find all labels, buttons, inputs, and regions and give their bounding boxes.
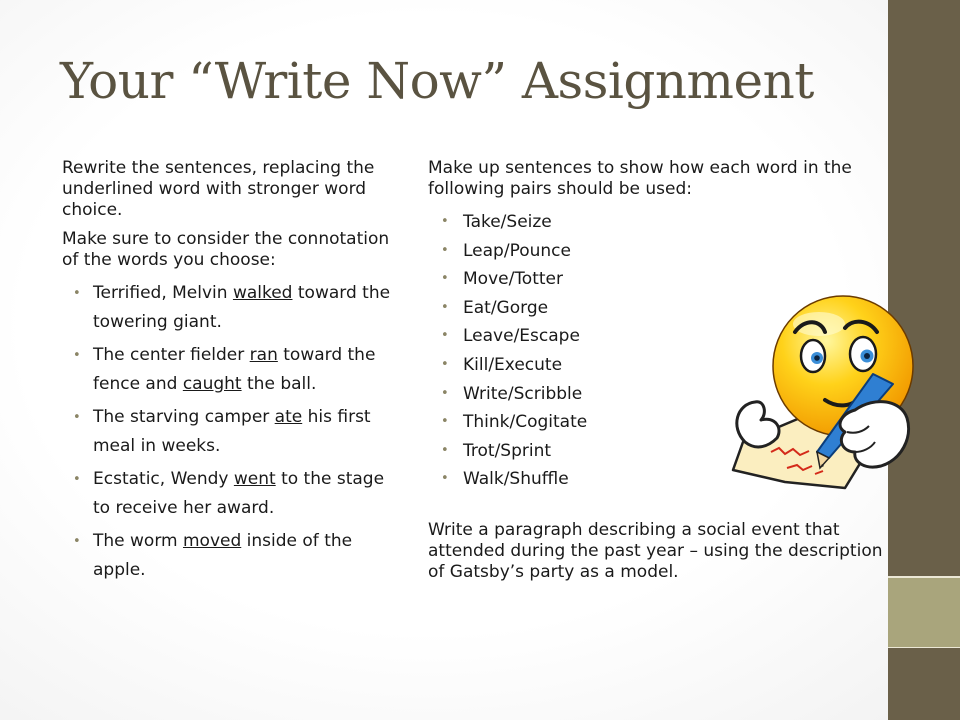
list-item: • Walk/Shuffle xyxy=(428,465,884,494)
underlined-word: walked xyxy=(232,283,293,303)
paragraph-instructions: Write a paragraph describing a social event that attended during the past year – using the description of Gatsby’s party as a model. xyxy=(428,519,883,582)
list-item: • The starving camper ate his first meal in weeks. xyxy=(62,403,392,461)
list-item: • Leap/Pounce xyxy=(428,237,884,266)
list-item: • The center fielder ran toward the fence and caught the ball. xyxy=(62,341,392,399)
list-item: • Ecstatic, Wendy went to the stage to receive her award. xyxy=(62,465,392,523)
underlined-word: went xyxy=(233,469,276,489)
list-item: • Take/Seize xyxy=(428,208,884,237)
left-column xyxy=(62,158,392,589)
side-accent-block xyxy=(888,578,960,648)
list-item: • Eat/Gorge xyxy=(428,294,884,323)
list-item: • Terrified, Melvin walked toward the towering giant. xyxy=(62,279,392,337)
list-item: • The worm moved inside of the apple. xyxy=(62,527,392,585)
list-item: • Kill/Execute xyxy=(428,351,884,380)
underlined-word: moved xyxy=(182,531,242,551)
side-bottom-block xyxy=(888,648,960,720)
list-item: • Trot/Sprint xyxy=(428,437,884,466)
slide-title: Your “Write Now” Assignment xyxy=(60,52,814,110)
rewrite-instructions: Rewrite the sentences, replacing the underlined word with stronger word choice. xyxy=(62,158,375,220)
smiley-writing-icon xyxy=(725,292,920,492)
list-item: • Move/Totter xyxy=(428,265,884,294)
pairs-instructions: Make up sentences to show how each word in the following pairs should be used: xyxy=(428,158,852,199)
underlined-word: ate xyxy=(274,407,303,427)
sentence-list xyxy=(62,279,392,585)
underlined-word: ran xyxy=(249,345,278,365)
list-item: • Leave/Escape xyxy=(428,322,884,351)
list-item: • Write/Scribble xyxy=(428,380,884,409)
underlined-word: caught xyxy=(182,374,242,394)
connotation-note: Make sure to consider the connotation of the words you choose: xyxy=(62,229,390,270)
list-item: • Think/Cogitate xyxy=(428,408,884,437)
